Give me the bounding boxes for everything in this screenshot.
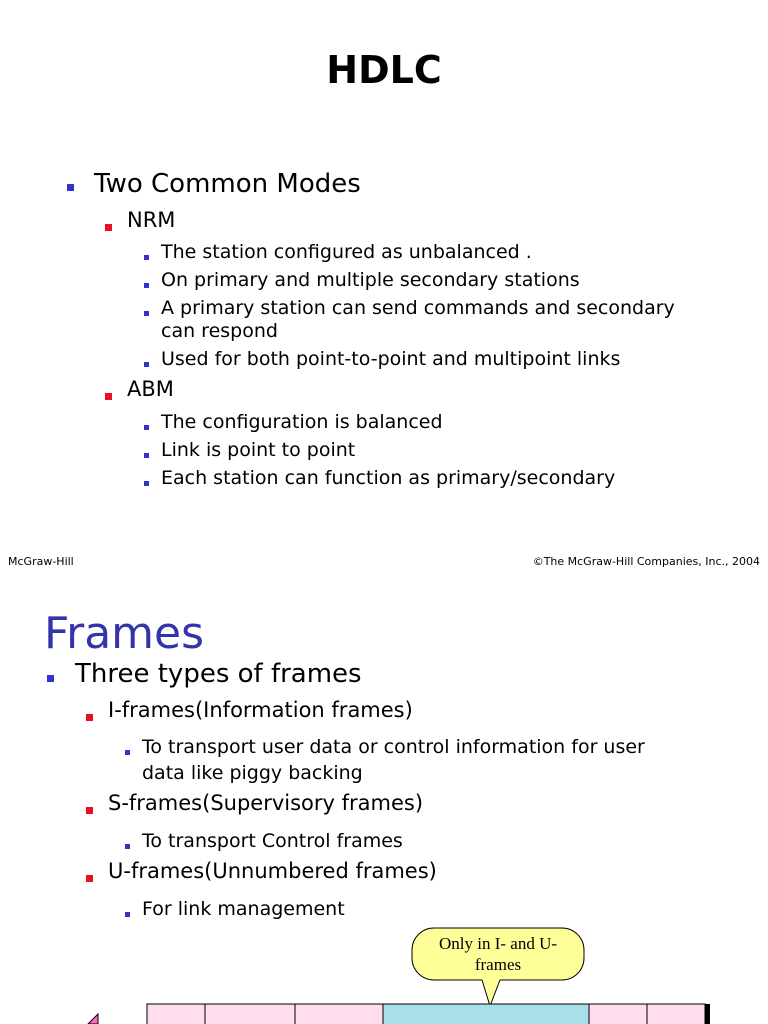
frame-type-u: U-frames(Unnumbered frames) <box>108 859 437 883</box>
bullet-marker <box>125 844 130 849</box>
bullet-three-types: Three types of frames <box>75 659 362 689</box>
bullet-marker <box>144 453 149 458</box>
frame-format-diagram <box>0 920 768 1024</box>
i-frame-point: To transport user data or control information for user <box>142 736 645 758</box>
frame-field-information <box>383 1004 589 1024</box>
bullet-marker <box>67 184 74 191</box>
bullet-marker <box>86 875 93 882</box>
bullet-marker <box>125 912 130 917</box>
bullet-marker <box>144 425 149 430</box>
bullet-marker <box>144 481 149 486</box>
bullet-marker <box>144 362 149 367</box>
bullet-marker <box>105 393 112 400</box>
mode-abm: ABM <box>127 377 174 401</box>
bullet-marker <box>144 283 149 288</box>
frame-field <box>589 1004 647 1024</box>
callout-line: Only in I- and U- <box>438 934 558 953</box>
frame-type-i: I-frames(Information frames) <box>108 698 413 722</box>
frame-field <box>295 1004 383 1024</box>
nrm-point: On primary and multiple secondary stations <box>161 269 580 291</box>
frame-field <box>205 1004 295 1024</box>
footer-publisher: McGraw-Hill <box>8 555 74 568</box>
bullet-marker <box>86 807 93 814</box>
s-frame-point: To transport Control frames <box>142 830 403 852</box>
callout-line: frames <box>474 955 522 974</box>
i-frame-point-continued: data like piggy backing <box>142 762 363 784</box>
abm-point: Each station can function as primary/secondary <box>161 467 616 489</box>
bullet-marker <box>144 255 149 260</box>
u-frame-point: For link management <box>142 898 345 920</box>
callout-text <box>413 933 583 975</box>
frame-field <box>647 1004 705 1024</box>
slide-title: Frames <box>44 608 205 659</box>
bullet-marker <box>86 714 93 721</box>
callout-pointer <box>482 979 500 1006</box>
mode-nrm: NRM <box>127 208 176 232</box>
nrm-point: Used for both point-to-point and multipoint links <box>161 348 621 370</box>
footer-copyright: ©The McGraw-Hill Companies, Inc., 2004 <box>532 555 760 568</box>
nrm-point-continued: can respond <box>161 320 278 342</box>
frame-type-s: S-frames(Supervisory frames) <box>108 791 424 815</box>
frame-end-bar <box>705 1004 710 1024</box>
left-arrow-icon <box>88 1014 98 1024</box>
slide-title: HDLC <box>326 48 442 92</box>
bullet-marker <box>47 675 54 682</box>
bullet-two-common-modes: Two Common Modes <box>94 169 361 199</box>
abm-point: The configuration is balanced <box>161 411 443 433</box>
frame-field <box>147 1004 205 1024</box>
abm-point: Link is point to point <box>161 439 356 461</box>
bullet-marker <box>125 750 130 755</box>
bullet-marker <box>105 224 112 231</box>
nrm-point: The station configured as unbalanced . <box>161 241 532 263</box>
bullet-marker <box>144 311 149 316</box>
nrm-point: A primary station can send commands and secondary <box>161 297 675 319</box>
